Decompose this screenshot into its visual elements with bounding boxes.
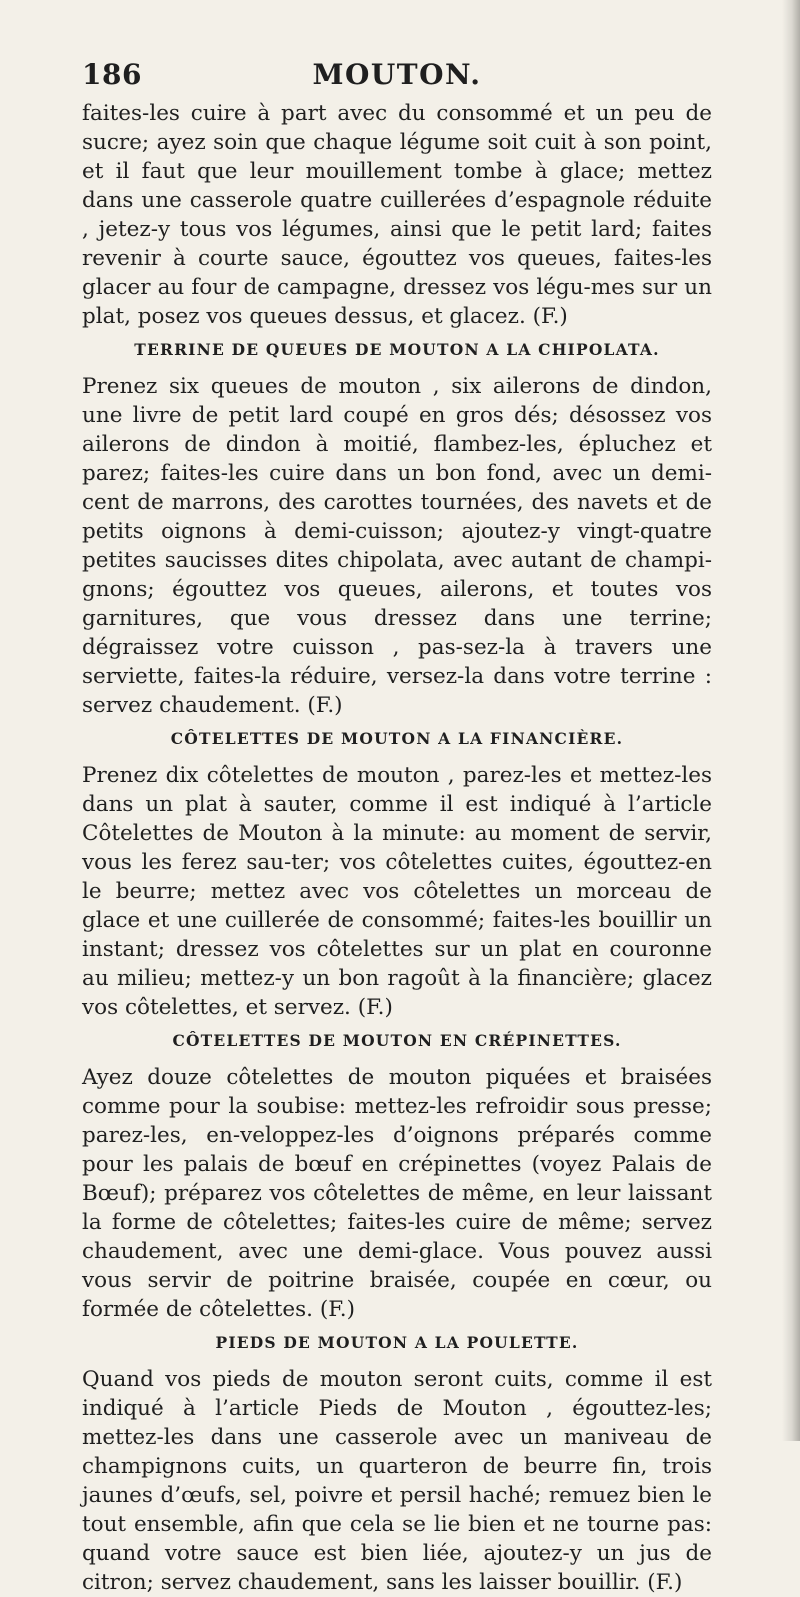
section-heading-terrine-queues: TERRINE DE QUEUES DE MOUTON A LA CHIPOLATA. — [134, 340, 660, 359]
page-number: 186 — [82, 58, 142, 91]
paragraph-pieds-poulette: Quand vos pieds de mouton seront cuits, comme il est indiqué à l’article Pieds de Mouton , égouttez-les; mettez-les dans une casserole avec un maniveau de champignons cuits, un quarteron de beurre fin, trois jaunes d’œufs, sel, poivre et persil haché; remuez bien le tout ensemble, afin que cela se lie bien et ne tourne pas: quand votre sauce est bien liée, ajoutez-y un jus de citron; servez chaudement, sans les laisser bouillir. (F.) — [82, 1367, 712, 1595]
page-edge-shadow — [782, 0, 800, 1441]
continued-paragraph: faites-les cuire à part avec du consommé et un peu de sucre; ayez soin que chaque légume soit cuit à son point, et il faut que leur mouillement tombe à glace; mettez dans une casserole quatre cuillerées d’espagnole réduite , jetez-y tous vos légumes, ainsi que le petit lard; faites revenir à courte sauce, égouttez vos queues, faites-les glacer au four de campagne, dressez vos légu-mes sur un plat, posez vos queues dessus, et glacez. (F.) — [82, 101, 712, 329]
running-title: MOUTON. — [312, 58, 482, 91]
page-body — [82, 99, 712, 1597]
paragraph-cotelettes-financiere: Prenez dix côtelettes de mouton , parez-les et mettez-les dans un plat à sauter, comme il est indiqué à l’article Côtelettes de Mouton à la minute: au moment de servir, vous les ferez sau-ter; vos côtelettes cuites, égouttez-en le beurre; mettez avec vos côtelettes un morceau de glace et une cuillerée de consommé; faites-les bouillir un instant; dressez vos côtelettes sur un plat en couronne au milieu; mettez-y un bon ragoût à la financière; glacez vos côtelettes, et servez. (F.) — [82, 763, 712, 1020]
page-header — [82, 58, 712, 98]
section-heading-cotelettes-financiere: CÔTELETTES DE MOUTON A LA FINANCIÈRE. — [170, 729, 624, 748]
paragraph-cotelettes-crepinettes: Ayez douze côtelettes de mouton piquées et braisées comme pour la soubise: mettez-les refroidir sous presse; parez-les, en-veloppez-les d’oignons préparés comme pour les palais de bœuf en crépinettes (voyez Palais de Bœuf); préparez vos côtelettes de même, en leur laissant la forme de côtelettes; faites-les cuire de même; servez chaudement, avec une demi-glace. Vous pouvez aussi vous servir de poitrine braisée, coupée en cœur, ou formée de côtelettes. (F.) — [82, 1065, 712, 1322]
paragraph-terrine-queues: Prenez six queues de mouton , six ailerons de dindon, une livre de petit lard coupé en gros dés; désossez vos ailerons de dindon à moitié, flambez-les, épluchez et parez; faites-les cuire dans un bon fond, avec un demi-cent de marrons, des carottes tournées, des navets et de petits oignons à demi-cuisson; ajoutez-y vingt-quatre petites saucisses dites chipolata, avec autant de champi-gnons; égouttez vos queues, ailerons, et toutes vos garnitures, que vous dressez dans une terrine; dégraissez votre cuisson , pas-sez-la à travers une serviette, faites-la réduire, versez-la dans votre terrine : servez chaudement. (F.) — [82, 374, 712, 718]
section-heading-cotelettes-crepinettes: CÔTELETTES DE MOUTON EN CRÉPINETTES. — [172, 1031, 622, 1050]
section-heading-pieds-poulette: PIEDS DE MOUTON A LA POULETTE. — [215, 1333, 579, 1352]
